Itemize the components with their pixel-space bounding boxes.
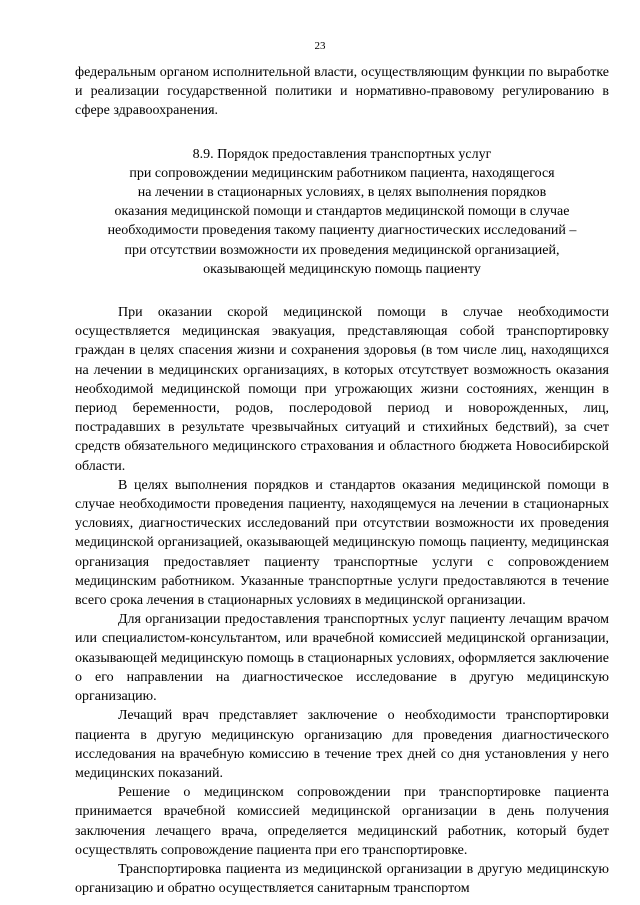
- body-paragraph: Транспортировка пациента из медицинской организации в другую медицинскую организацию и обратно осуществляется санитарным транспортом: [75, 861, 609, 897]
- page-content: [75, 63, 609, 898]
- section-heading-line: оказывающей медицинскую помощь пациенту: [203, 261, 481, 277]
- section-heading-line: 8.9. Порядок предоставления транспортных услуг: [192, 146, 492, 162]
- body-paragraph: Решение о медицинском сопровождении при транспортировке пациента принимается врачебной комиссией медицинской организации в день получения заключения лечащего врача, определяется медицинский работник, который будет осуществлять сопровождение пациента при его транспортировке.: [75, 785, 609, 858]
- body-paragraph: Для организации предоставления транспортных услуг пациенту лечащим врачом или специалистом-консультантом, или врачебной комиссией медицинской организации, оказывающей медицинскую помощь в стационарных условиях, оформляется заключение о его направлении на диагностическое исследование в другую медицинскую организацию.: [75, 612, 609, 705]
- body-paragraph: Лечащий врач представляет заключение о необходимости транспортировки пациента в другую медицинскую организацию для проведения диагностического исследования на врачебную комиссию в течение трех дней со дня установления у него медицинских показаний.: [75, 708, 609, 781]
- section-heading-line: при сопровождении медицинским работником пациента, находящегося: [129, 165, 555, 181]
- section-heading-line: необходимости проведения такому пациенту диагностических исследований –: [107, 223, 577, 239]
- page-number: 23: [314, 40, 326, 52]
- body-paragraph: В целях выполнения порядков и стандартов оказания медицинской помощи в случае необходимости проведения пациенту, находящемуся на лечении в стационарных условиях, диагностических исследований при отсутствии возможности их проведения медицинской организацией, оказывающей медицинскую помощь пациенту, медицинская организация предоставляет пациенту транспортные услуги с сопровождением медицинским работником. Указанные транспортные услуги предоставляются в течение всего срока лечения в стационарных условиях в медицинской организации.: [75, 477, 609, 609]
- section-heading-line: при отсутствии возможности их проведения медицинской организацией,: [124, 242, 560, 258]
- section-heading: [75, 145, 609, 279]
- intro-paragraph: федеральным органом исполнительной власти, осуществляющим функции по выработке и реализации государственной политики и нормативно-правовому регулированию в сфере здравоохранения.: [75, 65, 609, 119]
- section-heading-line: оказания медицинской помощи и стандартов медицинской помощи в случае: [114, 204, 570, 220]
- body-paragraph: При оказании скорой медицинской помощи в случае необходимости осуществляется медицинская эвакуация, представляющая собой транспортировку граждан в целях спасения жизни и сохранения здоровья (в том числе лиц, находящихся на лечении в медицинских организациях, в которых отсутствует возможность оказания необходимой медицинской помощи при угрожающих жизни состояниях, женщин в период беременности, родов, послеродовой период и новорожденных, лиц, пострадавших в результате чрезвычайных ситуаций и стихийных бедствий), за счет средств обязательного медицинского страхования и областного бюджета Новосибирской области.: [75, 305, 609, 474]
- section-heading-line: на лечении в стационарных условиях, в целях выполнения порядков: [137, 185, 547, 201]
